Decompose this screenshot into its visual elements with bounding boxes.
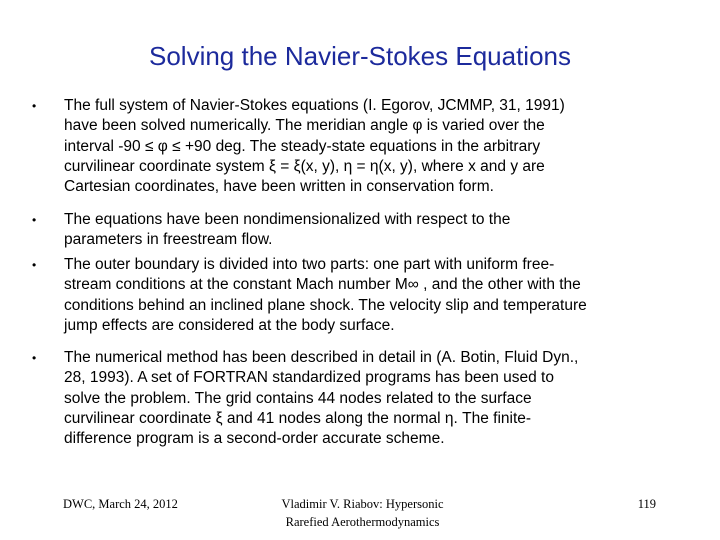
slide-title: Solving the Navier-Stokes Equations [148,41,571,71]
text-line: The equations have been nondimensionalized with respect to the [64,211,511,228]
footer-author-line: Rarefied Aerothermodynamics [285,515,440,529]
bullet-text [64,210,684,251]
text-line: parameters in freestream flow. [64,231,273,249]
text-line: The numerical method has been described in detail in (A. Botin, Fluid Dyn., [64,349,579,366]
text-line: solve the problem. The grid contains 44 nodes related to the surface [64,389,532,407]
text-line: stream conditions at the constant Mach number M∞ , and the other with the [64,276,581,294]
text-line: conditions behind an inclined plane shock. The velocity slip and temperature [64,296,587,314]
text-line: have been solved numerically. The meridian angle φ is varied over the [64,117,545,135]
bullet-text [64,348,684,449]
bullet-text [64,96,684,197]
text-line: 28, 1993). A set of FORTRAN standardized programs has been used to [64,369,554,387]
footer-date: DWC, March 24, 2012 [63,497,178,511]
text-line: interval -90 ≤ φ ≤ +90 deg. The steady-state equations in the arbitrary [64,137,541,155]
bullet-marker: • [32,213,37,227]
text-line: Cartesian coordinates, have been written in conservation form. [64,178,494,196]
bullet-marker: • [32,258,37,272]
text-line: The outer boundary is divided into two parts: one part with uniform free- [64,256,555,273]
text-line: curvilinear coordinate ξ and 41 nodes along the normal η. The finite- [64,409,532,427]
footer-author-line: Vladimir V. Riabov: Hypersonic [281,497,444,511]
text-line: difference program is a second-order accurate scheme. [64,430,445,448]
text-line: jump effects are considered at the body surface. [64,316,395,334]
bullet-marker: • [32,351,37,365]
bullet-marker: • [32,99,37,113]
text-line: curvilinear coordinate system ξ = ξ(x, y), η = η(x, y), where x and y are [64,157,545,175]
page-number: 119 [637,497,656,511]
bullet-text [64,255,684,336]
footer-author [240,495,485,531]
text-line: The full system of Navier-Stokes equations (I. Egorov, JCMMP, 31, 1991) [64,97,565,114]
